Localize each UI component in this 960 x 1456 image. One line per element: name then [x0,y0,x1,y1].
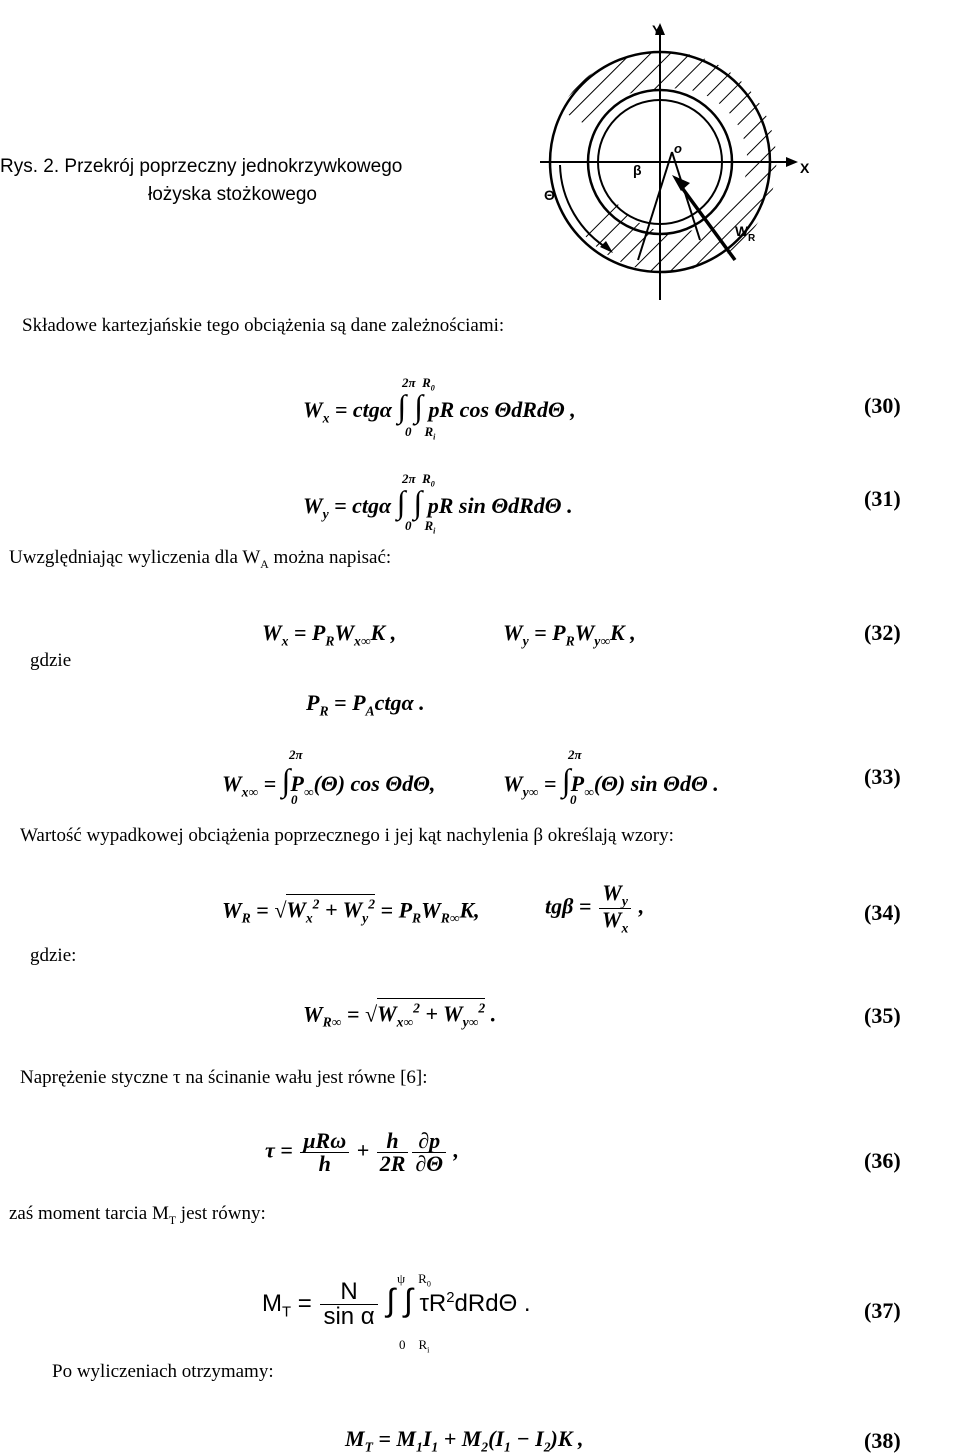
equation-number: (36) [864,1148,901,1173]
label-beta: β [633,162,642,178]
paragraph-4: Naprężenie styczne τ na ścinanie wału jest równe [6]: [20,1067,428,1088]
paragraph-6: Po wyliczeniach otrzymamy: [52,1361,274,1382]
label-wr: W [735,223,749,239]
equation-number: (33) [864,764,901,789]
label-theta: Θ [544,187,555,203]
equation-number: (30) [864,393,901,418]
equation-number: (31) [864,486,901,511]
paragraph-1: Składowe kartezjańskie tego obciążenia są dane zależnościami: [22,315,505,336]
equation-number: (34) [864,900,901,925]
paragraph-3: Wartość wypadkowej obciążenia poprzecznego i jej kąt nachylenia β określają wzory: [20,825,674,846]
figure-caption-line1: Rys. 2. Przekrój poprzeczny jednokrzywkowego [0,156,403,177]
cross-section-figure [530,15,830,315]
equation-number: (32) [864,620,901,645]
equation-pr: $P_R = P_Actg\alpha$ . [306,690,425,719]
figure-caption-line2: łożyska stożkowego [148,184,317,205]
equation-number: (37) [864,1298,901,1323]
gdzie-label-2: gdzie: [30,945,77,966]
label-wr-sub: R [748,233,756,244]
label-y: Y [652,22,662,38]
paragraph-2: Uwzględniając wyliczenia dla $W_A$ można napisać: [9,547,392,571]
label-origin: o [674,141,682,156]
label-x: X [800,160,810,176]
paragraph-5: zaś moment tarcia $M_T$ jest równy: [9,1203,266,1227]
equation-number: (35) [864,1003,901,1028]
equation-number: (38) [864,1428,901,1453]
gdzie-label-1: gdzie [30,650,72,671]
